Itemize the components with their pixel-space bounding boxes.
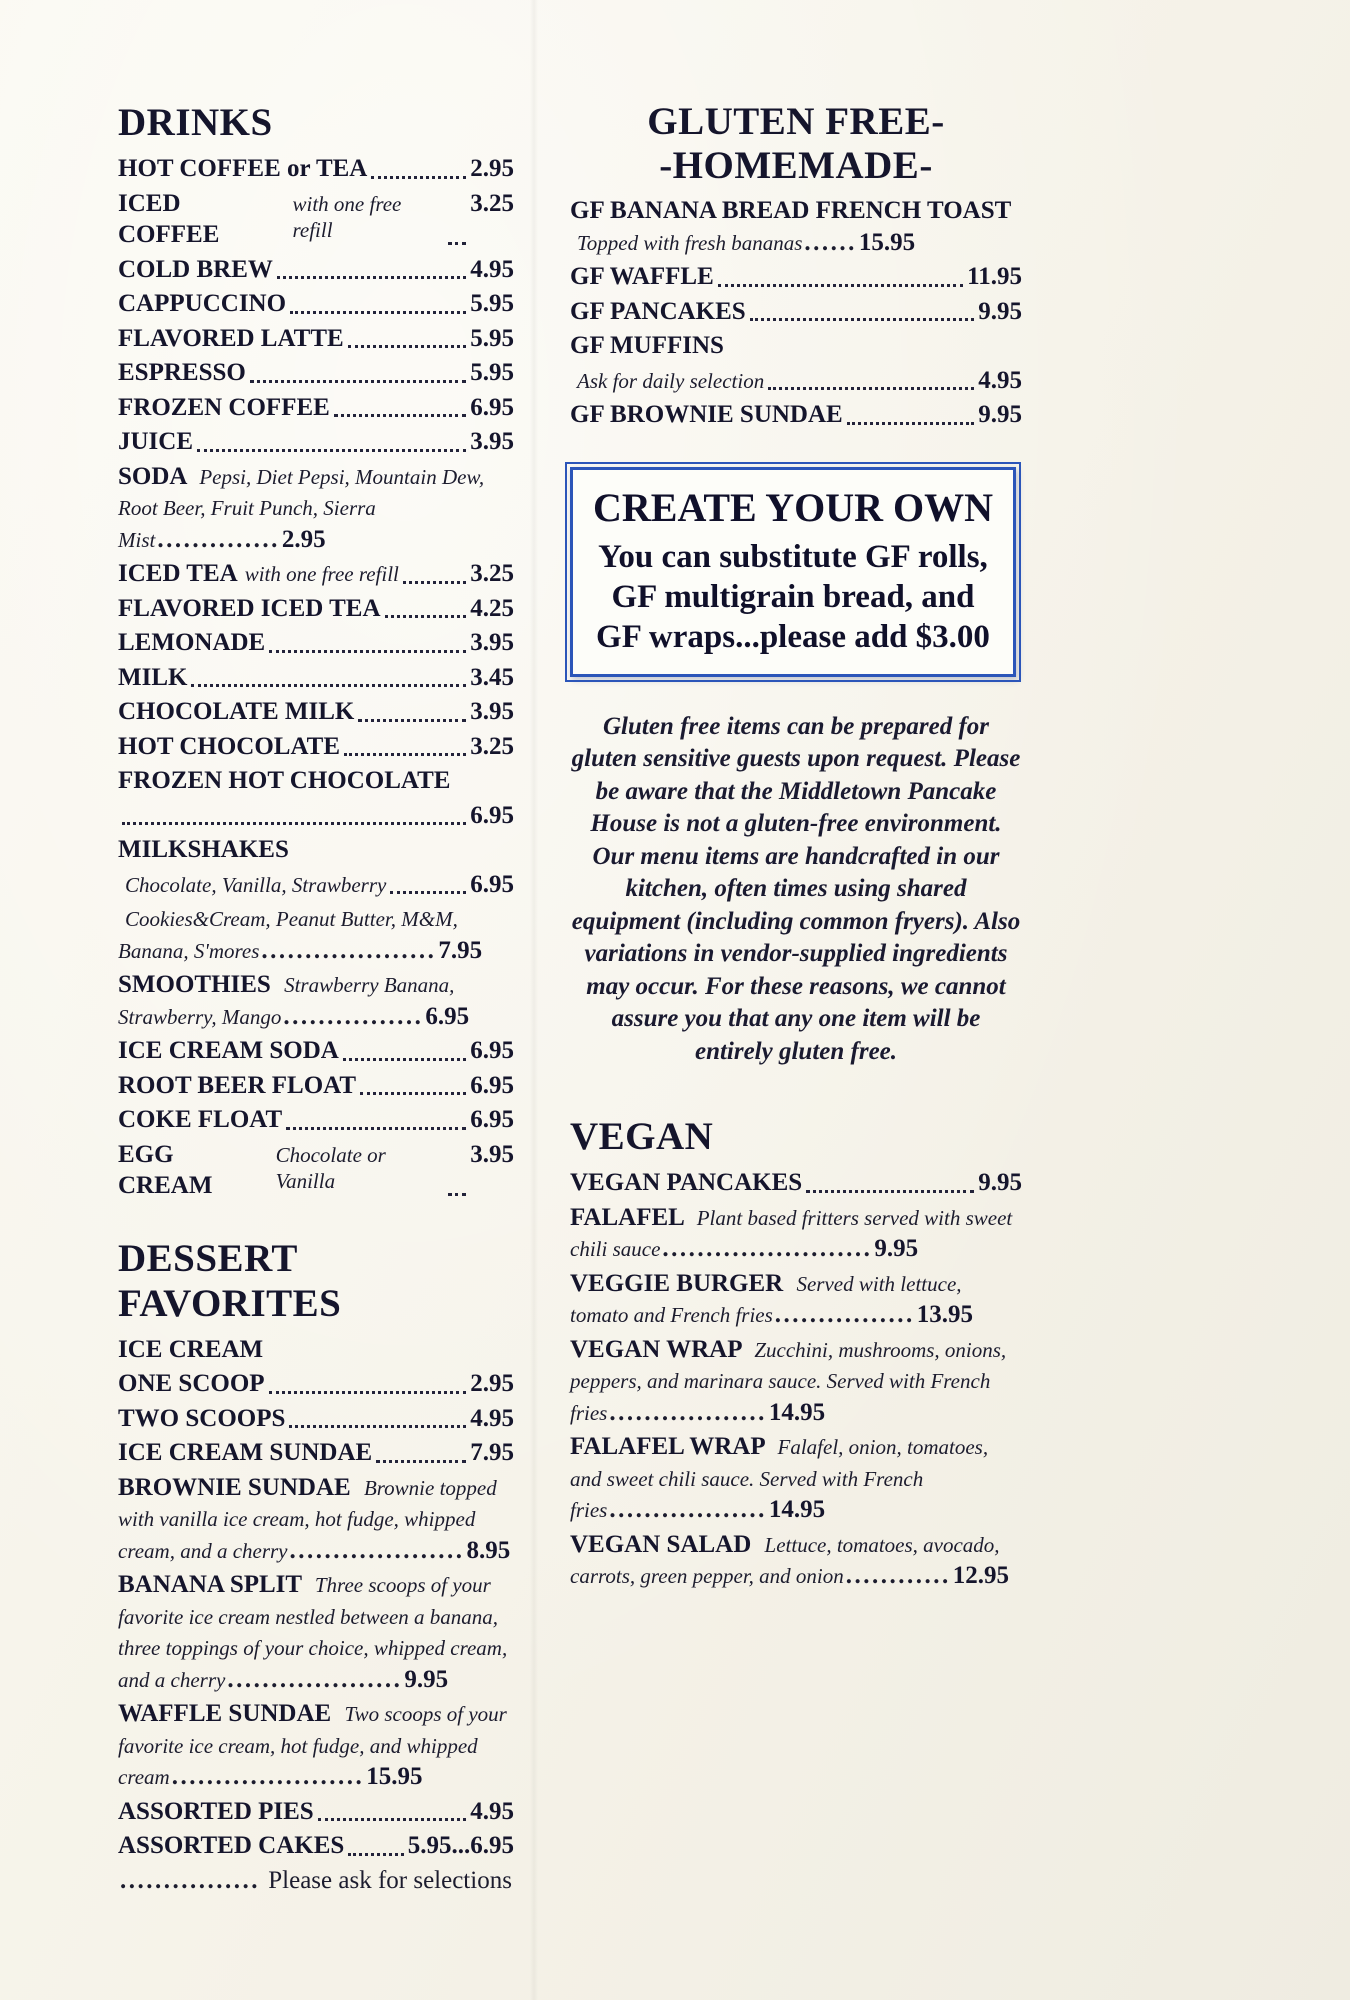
item-desc: Strawberry Banana, Strawberry, Mango [118, 973, 455, 1029]
dotted-leader [334, 414, 466, 417]
item-price: 4.95 [978, 366, 1022, 394]
menu-item [118, 1139, 514, 1202]
dotted-leader [277, 276, 466, 279]
dotted-leader: ................ [283, 1002, 424, 1030]
menu-item [118, 593, 514, 625]
item-price: 6.95 [470, 393, 514, 421]
item-price: 7.95 [470, 1439, 514, 1466]
item-name: FROZEN COFFEE [118, 393, 330, 421]
item-price: 3.95 [470, 698, 514, 725]
item-desc: Three scoops of your favorite ice cream nestled between a banana, three toppings of your choice, whipped cream, and a cherry [118, 1573, 508, 1692]
menu-item [570, 261, 1022, 293]
menu-item [118, 426, 514, 458]
item-desc: Two scoops of your favorite ice cream, hot fudge, and whipped cream [118, 1702, 507, 1789]
item-desc: Chocolate, Vanilla, Strawberry [125, 872, 387, 897]
dotted-leader: ...... [804, 228, 857, 256]
item-name: FROZEN HOT CHOCOLATE [118, 767, 451, 794]
item-name: VEGAN SALAD [570, 1530, 758, 1558]
create-your-own-box [570, 467, 1016, 677]
dotted-leader [269, 650, 466, 653]
item-price: 9.95 [978, 297, 1022, 325]
item-name: FALAFEL [570, 1203, 690, 1231]
dotted-leader: .............. [157, 525, 280, 553]
item-price: 6.95 [470, 870, 514, 898]
dotted-leader [371, 176, 466, 179]
gluten-free-title-line1: GLUTEN FREE- [647, 100, 945, 143]
item-desc: Pepsi, Diet Pepsi, Mountain Dew, Root Beer, Fruit Punch, Sierra Mist [118, 464, 485, 552]
menu-item [118, 662, 514, 694]
dotted-leader [750, 318, 975, 321]
menu-item [118, 1070, 514, 1102]
menu-item [118, 1472, 514, 1567]
item-price: 9.95 [404, 1665, 449, 1693]
dotted-leader [286, 1127, 466, 1130]
menu-item [118, 1334, 514, 1366]
item-price: 9.95 [874, 1235, 919, 1263]
item-price: 5.95 [470, 359, 514, 386]
item-name: ESPRESSO [118, 359, 246, 386]
item-name: MILK [118, 663, 188, 691]
menu-item [118, 969, 514, 1032]
dotted-leader: ............ [845, 1562, 951, 1590]
menu-item [118, 1368, 514, 1400]
dotted-leader [403, 581, 466, 584]
dotted-leader: .................... [289, 1536, 465, 1564]
item-name: VEGGIE BURGER [570, 1269, 790, 1297]
item-price: 15.95 [858, 228, 916, 256]
item-name: GF MUFFINS [570, 332, 724, 360]
item-price: 7.95 [438, 936, 483, 964]
menu-item [118, 461, 514, 556]
menu-item [118, 834, 514, 866]
menu-item [118, 1437, 514, 1469]
dotted-leader [847, 422, 975, 425]
dotted-leader [390, 891, 466, 894]
menu-item [570, 1268, 1022, 1331]
item-name: ICE CREAM [118, 1335, 264, 1363]
item-price: 4.25 [470, 594, 514, 622]
dotted-leader [448, 242, 466, 245]
item-desc: Ask for daily selection [577, 368, 765, 393]
menu-item [570, 296, 1022, 328]
item-name: HOT CHOCOLATE [118, 732, 341, 760]
item-name: TWO SCOOPS [118, 1404, 286, 1432]
gluten-free-title-line2: -HOMEMADE- [659, 143, 933, 187]
item-name: COKE FLOAT [118, 1106, 283, 1133]
item-name: COLD BREW [118, 255, 273, 283]
section-drinks [118, 100, 514, 1202]
menu-item [570, 195, 1022, 258]
right-column [570, 100, 1022, 1899]
item-price-row [570, 365, 1022, 397]
menu-item [570, 1202, 1022, 1265]
item-price: 5.95 [470, 290, 514, 317]
item-name: ONE SCOOP [118, 1370, 265, 1397]
menu-columns [118, 100, 1350, 1899]
left-column [118, 100, 514, 1899]
dotted-leader [358, 719, 466, 722]
item-price: 13.95 [916, 1301, 974, 1329]
item-price: 12.95 [952, 1562, 1009, 1590]
dotted-leader [318, 1818, 467, 1821]
dotted-leader [191, 684, 466, 687]
item-desc: Zucchini, mushrooms, onions, peppers, and marinara sauce. Served with French fries [570, 1337, 1007, 1425]
item-name: WAFFLE SUNDAE [118, 1700, 338, 1727]
item-price: 6.95 [470, 1037, 514, 1064]
item-price: 3.25 [470, 189, 514, 217]
menu-item [570, 1431, 1022, 1526]
item-price: 14.95 [768, 1496, 826, 1524]
item-name: LEMONADE [118, 629, 266, 656]
dotted-leader [269, 1391, 467, 1394]
item-price: 2.95 [470, 155, 514, 182]
dotted-leader [344, 753, 466, 756]
dessert-items [118, 1334, 514, 1897]
item-price: 6.95 [470, 1071, 514, 1099]
dotted-leader: .................... [261, 936, 437, 964]
dotted-leader [806, 1190, 974, 1193]
menu-item [118, 1035, 514, 1067]
menu-item [118, 765, 514, 831]
item-name: ROOT BEER FLOAT [118, 1071, 357, 1099]
menu-item [570, 1334, 1022, 1429]
menu-item [118, 1104, 514, 1136]
item-price: 6.95 [470, 1106, 514, 1133]
item-price: 2.95 [470, 1370, 514, 1397]
item-price-row [118, 800, 514, 832]
item-name: BROWNIE SUNDAE [118, 1473, 357, 1501]
menu-item [118, 254, 514, 286]
dotted-leader [385, 615, 467, 618]
dotted-leader [448, 1193, 466, 1196]
item-desc: Served with lettuce, tomato and French fries [570, 1271, 962, 1328]
menu-item [118, 357, 514, 389]
item-desc: Topped with fresh bananas [577, 230, 803, 255]
item-price: 3.25 [470, 732, 514, 760]
menu-item [118, 288, 514, 320]
dotted-leader [360, 1092, 466, 1095]
dotted-leader [250, 380, 466, 383]
menu-item [118, 1830, 514, 1862]
menu-item [118, 903, 514, 966]
gluten-free-title [570, 100, 1022, 187]
dotted-leader [768, 387, 974, 390]
menu-item [570, 399, 1022, 431]
dotted-leader [348, 345, 467, 348]
dotted-leader: ................ [120, 1866, 260, 1894]
item-price: 3.95 [470, 428, 514, 455]
item-price: 14.95 [768, 1398, 826, 1426]
dotted-leader [122, 822, 466, 825]
item-name: GF BROWNIE SUNDAE [570, 401, 843, 429]
section-gluten-free [570, 100, 1022, 431]
item-name: VEGAN PANCAKES [570, 1169, 803, 1197]
create-your-own-title: CREATE YOUR OWN [592, 484, 994, 530]
menu-item [118, 323, 514, 355]
item-price: 6.95 [425, 1002, 470, 1030]
item-name: HOT COFFEE or TEA [118, 155, 368, 182]
dotted-leader [718, 284, 963, 287]
item-name: GF BANANA BREAD FRENCH TOAST [570, 197, 1011, 225]
dotted-leader: .................... [227, 1665, 403, 1693]
dotted-leader: ........................ [662, 1235, 873, 1263]
item-price: 15.95 [366, 1763, 423, 1790]
menu-item [118, 153, 514, 185]
menu-item [118, 558, 514, 590]
dotted-leader [197, 449, 466, 452]
item-name: ICE CREAM SUNDAE [118, 1439, 373, 1466]
dotted-leader: ...................... [171, 1763, 365, 1790]
drinks-items [118, 153, 514, 1202]
vegan-items [570, 1167, 1022, 1592]
dotted-leader [348, 1853, 403, 1856]
dotted-leader: ................ [774, 1301, 915, 1329]
item-price: 3.25 [470, 560, 514, 587]
dotted-leader [290, 311, 466, 314]
dotted-leader: .................. [609, 1496, 767, 1524]
menu-item [118, 1569, 514, 1695]
section-vegan [570, 1114, 1022, 1592]
item-note: Please ask for selections [262, 1866, 512, 1894]
item-desc: with one free refill [244, 562, 399, 586]
item-name: BANANA SPLIT [118, 1571, 308, 1598]
item-name: ICED COFFEE [118, 189, 220, 248]
item-name: ICED TEA [118, 560, 238, 587]
item-price: 3.95 [470, 1140, 514, 1168]
item-price: 4.95 [470, 255, 514, 283]
item-name: MILKSHAKES [118, 836, 289, 863]
menu-item [118, 1403, 514, 1435]
menu-item [570, 330, 1022, 396]
dotted-leader [343, 1058, 466, 1061]
section-dessert-favorites [118, 1236, 514, 1897]
menu-item [570, 1167, 1022, 1199]
item-name: FALAFEL WRAP [570, 1433, 771, 1461]
menu-item [570, 1529, 1022, 1592]
item-name: SMOOTHIES [118, 971, 278, 998]
item-price: 5.95 [470, 324, 514, 352]
item-desc: Falafel, onion, tomatoes, and sweet chili sauce. Served with French fries [570, 1435, 989, 1523]
item-price: 3.95 [470, 629, 514, 656]
gluten-free-disclaimer: Gluten free items can be prepared for gluten sensitive guests upon request. Please be aware that the Middletown Pancake House is not a gluten-free environment. Our menu items are handcrafted in our kitchen, often times using shared equipment (including common fryers). Also variations in vendor-supplied ingredients may occur. For these reasons, we cannot assure you that any one item will be entirely gluten free. [571, 712, 1021, 1065]
item-name: CAPPUCCINO [118, 290, 287, 317]
item-price: 2.95 [281, 525, 326, 553]
item-desc: Cookies&Cream, Peanut Butter, M&M, Banana, S'mores [118, 907, 458, 963]
item-price: 6.95 [470, 801, 514, 829]
vegan-title: VEGAN [570, 1115, 714, 1159]
item-price: 4.95 [470, 1797, 514, 1825]
item-price: 3.45 [470, 663, 514, 691]
create-your-own-body: You can substitute GF rolls, GF multigrain bread, and GF wraps...please add $3.00 [596, 538, 990, 656]
item-price: 4.95 [470, 1404, 514, 1432]
menu-item [118, 188, 514, 251]
item-name: EGG CREAM [118, 1140, 213, 1199]
item-price: 11.95 [967, 263, 1022, 291]
item-name: ASSORTED PIES [118, 1797, 314, 1825]
item-name: VEGAN WRAP [570, 1335, 748, 1363]
item-desc: Brownie topped with vanilla ice cream, hot fudge, whipped cream, and a cherry [118, 1475, 497, 1563]
gluten-free-items [570, 195, 1022, 431]
item-name: FLAVORED ICED TEA [118, 594, 381, 622]
item-desc: Plant based fritters served with sweet chili sauce [570, 1205, 1013, 1262]
menu-item [118, 1796, 514, 1828]
item-name: FLAVORED LATTE [118, 324, 344, 352]
item-name: ICE CREAM SODA [118, 1037, 339, 1064]
dotted-leader [289, 1425, 466, 1428]
menu-item [118, 869, 514, 901]
menu-item [118, 392, 514, 424]
item-name: CHOCOLATE MILK [118, 698, 355, 725]
item-desc: with one free refill [292, 191, 402, 242]
item-price: 5.95...6.95 [407, 1832, 514, 1859]
item-name: GF WAFFLE [570, 263, 714, 291]
item-desc: Chocolate or Vanilla [275, 1142, 386, 1193]
menu-item [118, 1698, 514, 1793]
menu-item [118, 696, 514, 728]
drinks-title: DRINKS [118, 101, 273, 144]
menu-item [118, 627, 514, 659]
item-price: 9.95 [978, 1169, 1022, 1197]
item-price: 9.95 [978, 401, 1022, 429]
item-name: ASSORTED CAKES [118, 1832, 345, 1859]
item-price: 8.95 [466, 1536, 511, 1564]
item-desc: Lettuce, tomatoes, avocado, carrots, green pepper, and onion [570, 1532, 1000, 1589]
menu-item [118, 731, 514, 763]
dotted-leader: .................. [609, 1398, 767, 1426]
item-name: GF PANCAKES [570, 297, 746, 325]
menu-item [118, 1865, 514, 1897]
item-name: JUICE [118, 428, 194, 455]
item-name: SODA [118, 462, 193, 490]
dotted-leader [376, 1460, 466, 1463]
dessert-title: DESSERT FAVORITES [118, 1236, 342, 1325]
